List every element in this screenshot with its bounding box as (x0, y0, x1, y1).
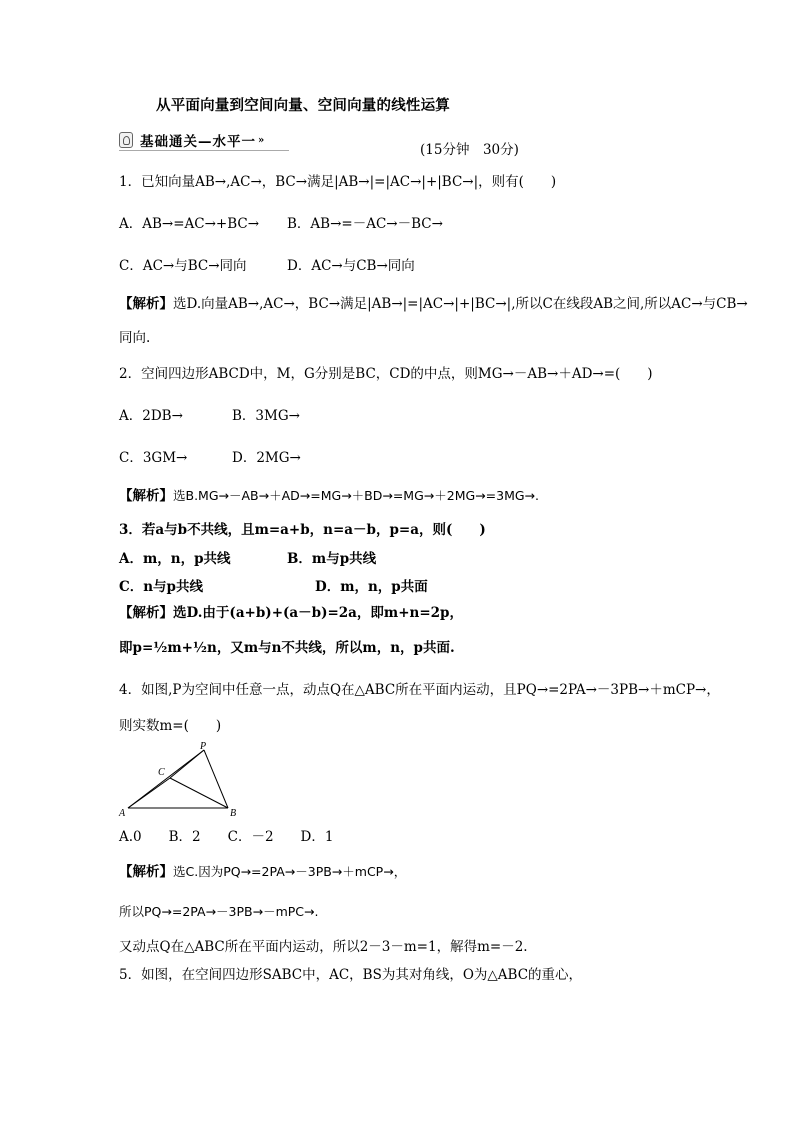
q2-analysis-text: 选B.MG→－AB→＋AD→=MG→＋BD→=MG→＋2MG→=3MG→. (173, 488, 539, 503)
q4-analysis (119, 862, 694, 882)
q3-option-b: B．m与p共线 (287, 551, 377, 567)
label-a: A (119, 808, 126, 819)
edge-pb (204, 750, 228, 808)
q1-option-d: D．AC→与CB→同向 (287, 258, 415, 274)
q1-stem: 1．已知向量AB→,AC→，BC→满足|AB→|=|AC→|+|BC→|，则有( ) (119, 174, 557, 190)
edge-ac (128, 778, 170, 808)
q2-option-d: D．2MG→ (232, 450, 301, 466)
label-p: P (200, 742, 207, 752)
q4-analysis-text: 选C.因为PQ→=2PA→－3PB→＋mCP→， (173, 864, 407, 879)
double-arrow-icon: » (258, 134, 265, 146)
analysis-label: 【解析】 (119, 605, 173, 621)
section-header (119, 130, 289, 150)
q1-analysis-cont: 同向. (119, 330, 151, 346)
q1-option-b: B．AB→=－AC→－BC→ (287, 216, 443, 232)
q4-analysis-cont2: 又动点Q在△ABC所在平面内运动，所以2－3－m=1，解得m=－2. (119, 939, 528, 955)
q1-analysis-text: 选D.向量AB→,AC→，BC→满足|AB→|=|AC→|+|BC→|,所以C在线段AB之间,所以AC→与CB→ (173, 296, 748, 312)
q3-analysis-text: 选D.由于(a+b)+(a－b)=2a，即m+n=2p， (173, 605, 463, 621)
q1-analysis (119, 294, 748, 314)
section-underline (119, 150, 289, 151)
edge-cb (170, 778, 228, 808)
q2-option-c: C．3GM→ (119, 450, 188, 466)
label-c: C (158, 767, 165, 778)
q3-analysis-cont: 即p=½m+½n，又m与n不共线，所以m，n，p共面. (119, 640, 455, 656)
page-title: 从平面向量到空间向量、空间向量的线性运算 (156, 98, 450, 114)
q3-option-d: D．m，n，p共面 (315, 579, 428, 595)
q3-analysis (119, 603, 694, 623)
q4-analysis-cont: 所以PQ→=2PA→－3PB→－mPC→. (119, 904, 319, 919)
q4-stem-cont: 则实数m=( ) (119, 718, 222, 734)
q3-option-c: C．n与p共线 (119, 579, 203, 595)
q2-analysis (119, 486, 694, 506)
edge-cp (170, 750, 204, 778)
q2-option-b: B．3MG→ (232, 408, 300, 424)
analysis-label: 【解析】 (119, 864, 173, 880)
q4-options: A.0 B．2 C．－2 D．1 (119, 829, 334, 845)
analysis-label: 【解析】 (119, 296, 173, 312)
q3-option-a: A．m，n，p共线 (119, 551, 231, 567)
triangle-figure (118, 742, 248, 822)
lightbulb-icon (119, 132, 133, 148)
q2-stem: 2．空间四边形ABCD中，M，G分别是BC，CD的中点，则MG→－AB→＋AD→=( ) (119, 366, 653, 382)
q5-stem: 5．如图，在空间四边形SABC中，AC，BS为其对角线，O为△ABC的重心， (119, 967, 583, 983)
time-score-info: (15分钟 30分) (420, 142, 519, 158)
q4-stem: 4．如图,P为空间中任意一点，动点Q在△ABC所在平面内运动，且PQ→=2PA→－3PB→＋mCP→， (119, 682, 720, 698)
q1-option-c: C．AC→与BC→同向 (119, 258, 247, 274)
q1-option-a: A．AB→=AC→+BC→ (119, 216, 260, 232)
q2-option-a: A．2DB→ (119, 408, 183, 424)
analysis-label: 【解析】 (119, 488, 173, 504)
q3-stem: 3．若a与b不共线，且m=a+b，n=a－b，p=a，则( ) (119, 522, 486, 538)
section-label: 基础通关—水平一 (140, 134, 256, 150)
label-b: B (230, 808, 237, 819)
